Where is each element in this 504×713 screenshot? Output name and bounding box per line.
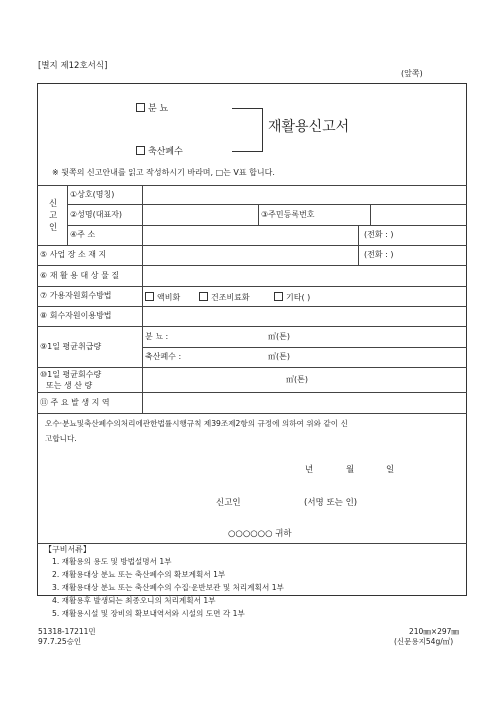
- daily-manure-label: 분 뇨 :: [145, 332, 169, 341]
- footer-code: 51318-17211민: [38, 627, 96, 636]
- page-side-label: (앞쪽): [401, 69, 423, 78]
- footer-approval: 97.7.25승인: [38, 637, 82, 646]
- signature-label: (서명 또는 인): [304, 498, 358, 508]
- recipient: ○○○○○○ 귀하: [228, 529, 292, 539]
- divider: [37, 326, 467, 327]
- column-divider: [142, 185, 143, 413]
- manure-checkbox[interactable]: [136, 103, 145, 112]
- method-compost-option[interactable]: 건조비료화: [199, 292, 250, 302]
- recovery-method-label: ⑦ 가용자원회수방법: [40, 291, 112, 300]
- business-phone: (전화 : ): [364, 250, 394, 259]
- attachment-item: 4. 재활용후 발생되는 최종오니의 처리계획서 1부: [52, 596, 216, 605]
- divider: [67, 204, 467, 205]
- attachment-item: 3. 재활용대상 분뇨 또는 축산폐수의 수집·운반보관 및 처리계획서 1부: [52, 583, 284, 592]
- daily-manure-unit: ㎥(톤): [268, 332, 290, 341]
- reporter-group-label: 신: [49, 199, 58, 209]
- representative-label: ②성명(대표자): [70, 210, 123, 219]
- company-name-label: ①상호(명칭): [70, 190, 115, 199]
- date-year: 년: [305, 465, 314, 475]
- business-site-label: ⑤ 사업 장 소 재 지: [40, 250, 107, 259]
- column-divider: [258, 204, 259, 225]
- recovery-use-label: ⑧ 회수자원이용방법: [40, 311, 112, 320]
- liquid-checkbox[interactable]: [145, 292, 154, 301]
- title-bracket: [232, 108, 263, 152]
- divider: [37, 185, 467, 186]
- divider: [37, 392, 467, 393]
- resident-number-label: ③주민등록번호: [261, 210, 315, 219]
- livestock-checkbox[interactable]: [136, 146, 145, 155]
- attachment-item: 2. 재활용대상 분뇨 또는 축산폐수의 확보계획서 1부: [52, 570, 226, 579]
- divider: [37, 543, 467, 544]
- divider: [37, 265, 467, 266]
- column-divider: [370, 204, 371, 225]
- divider: [37, 367, 467, 368]
- option-manure[interactable]: 분 뇨: [136, 103, 168, 114]
- compost-checkbox[interactable]: [199, 292, 208, 301]
- other-checkbox[interactable]: [274, 292, 283, 301]
- address-label: ④주 소: [70, 230, 96, 239]
- daily-livestock-label: 축산폐수 :: [145, 352, 182, 361]
- divider: [37, 245, 467, 246]
- main-source-label: ⑪ 주 요 발 생 지 역: [40, 398, 110, 407]
- paper-type: (신문용지54g/㎡): [394, 637, 454, 646]
- date-month: 월: [346, 465, 355, 475]
- date-day: 일: [386, 465, 395, 475]
- divider: [37, 286, 467, 287]
- address-phone: (전화 : ): [364, 230, 394, 239]
- form-frame: [37, 83, 467, 596]
- divider: [142, 347, 467, 348]
- attachment-item: 5. 재활용시설 및 장비의 확보내역서와 시설의 도면 각 1부: [52, 609, 245, 618]
- declaration-text-2: 고합니다.: [45, 434, 77, 443]
- paper-size: 210㎜×297㎜: [409, 627, 459, 636]
- reporter-group-label: 인: [49, 223, 58, 233]
- column-divider: [358, 225, 359, 265]
- form-number: [별지 제12호서식]: [38, 61, 108, 71]
- divider: [37, 413, 467, 414]
- daily-recovery-label-2: 또는 생 산 량: [46, 381, 93, 390]
- reporter-group-label: 고: [49, 211, 58, 221]
- daily-amount-label: ⑨1일 평균취급량: [40, 342, 102, 351]
- method-liquid-option[interactable]: 액비화: [145, 292, 180, 302]
- option-livestock[interactable]: 축산폐수: [136, 146, 183, 157]
- daily-recovery-unit: ㎥(톤): [286, 375, 308, 384]
- method-other-option[interactable]: 기타( ): [274, 292, 310, 302]
- declaration-text: 오수·분뇨및축산폐수의처리에관한법률시행규칙 제39조제2항의 규정에 의하여 위와 같이 신: [45, 419, 348, 428]
- daily-recovery-label: ⑩1일 평균회수량: [40, 370, 102, 379]
- divider: [37, 306, 467, 307]
- attachments-heading: 【구비서류】: [44, 545, 91, 554]
- daily-livestock-unit: ㎥(톤): [268, 352, 290, 361]
- recycle-material-label: ⑥ 재 활 용 대 상 물 질: [40, 271, 120, 280]
- reporter-label: 신고인: [216, 498, 241, 508]
- page-title: 재활용신고서: [268, 119, 350, 135]
- column-divider: [67, 185, 68, 245]
- attachment-item: 1. 재활용의 용도 및 방법설명서 1부: [52, 557, 172, 566]
- instruction-note: ※ 뒷쪽의 신고안내를 읽고 작성하시기 바라며, □는 V표 합니다.: [52, 168, 275, 177]
- divider: [67, 225, 467, 226]
